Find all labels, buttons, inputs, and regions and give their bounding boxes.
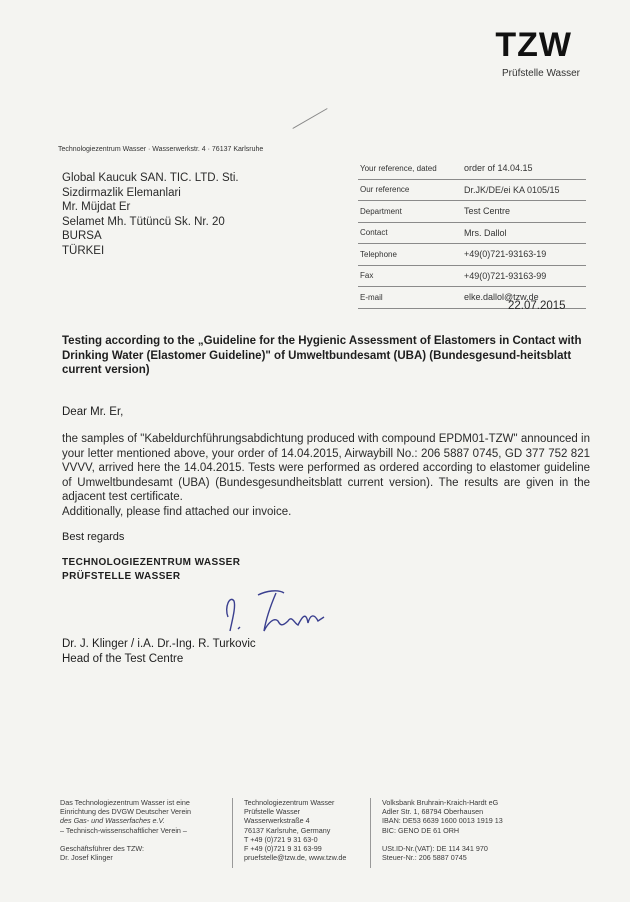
footer-line: pruefstelle@tzw.de, www.tzw.de	[244, 853, 347, 863]
body-paragraph: the samples of "Kabeldurchführungsabdichtung produced with compound EPDM01-TZW" announced in your letter mentioned above, your order of 14.04.2015, Airwaybill No.: 206 5887 0745, GD 377 752 821 VVVV, arrived here the 14.04.2015. Tests were performed as ordered according to elastomer guideline of Umweltbundesamt (UBA) (Bundesgesundheitsblatt current version). The results are given in the adjacent test certificate.	[62, 433, 590, 503]
reference-value: order of 14.04.15	[458, 158, 586, 179]
footer-line: Geschäftsführer des TZW:	[60, 843, 145, 853]
reference-row	[358, 201, 586, 223]
footer-line: Steuer-Nr.: 206 5887 0745	[382, 853, 467, 863]
reference-value: +49(0)721-93163-19	[458, 244, 586, 266]
footer-line: USt.ID-Nr.(VAT): DE 114 341 970	[382, 843, 488, 853]
handwritten-signature	[218, 587, 338, 637]
reference-row	[358, 244, 586, 266]
footer-line: Das Technologiezentrum Wasser ist eine	[60, 798, 190, 807]
reference-label: Telephone	[358, 244, 458, 266]
recipient-line: Mr. Müjdat Er	[62, 201, 131, 213]
recipient-line: TÜRKEI	[62, 244, 105, 257]
footer-line: Prüfstelle Wasser	[244, 807, 301, 817]
footer-line: T +49 (0)721 9 31 63-0	[244, 834, 318, 844]
footer-line: Dr. Josef Klinger	[60, 853, 113, 863]
scan-mark	[292, 108, 327, 129]
signer-name: Dr. J. Klinger / i.A. Dr.-Ing. R. Turkovic	[62, 638, 256, 650]
organisation-department: PRÜFSTELLE WASSER	[62, 571, 181, 582]
footer-line	[382, 835, 503, 844]
footer-column-association	[60, 798, 191, 862]
reference-value: Mrs. Dallol	[458, 222, 586, 244]
footer-line: 76137 Karlsruhe, Germany	[244, 825, 331, 835]
footer-column-bank	[382, 798, 503, 862]
logo-subtitle: Prüfstelle Wasser	[502, 68, 580, 79]
recipient-line: Sizdirmazlik Elemanlari	[62, 186, 181, 199]
footer-line: Wasserwerkstraße 4	[244, 816, 310, 826]
body-paragraph: Additionally, please find attached our invoice.	[62, 505, 292, 518]
reference-row	[358, 222, 586, 244]
recipient-address	[62, 171, 239, 258]
reference-row	[358, 158, 586, 179]
reference-value: Dr.JK/DE/ei KA 0105/15	[458, 179, 586, 201]
footer-line: Adler Str. 1, 68794 Oberhausen	[382, 807, 484, 817]
footer-line: BIC: GENO DE 61 ORH	[382, 825, 460, 835]
recipient-line: BURSA	[62, 230, 102, 242]
sender-line: Technologiezentrum Wasser · Wasserwerkstr. 4 · 76137 Karlsruhe	[58, 146, 264, 153]
reference-label: Contact	[358, 222, 458, 244]
footer-line: des Gas- und Wasserfaches e.V.	[60, 816, 165, 826]
footer-line: Technologiezentrum Wasser	[244, 798, 335, 807]
signer-title: Head of the Test Centre	[62, 652, 184, 665]
footer-line: Einrichtung des DVGW Deutscher Verein	[60, 807, 192, 817]
reference-value: +49(0)721-93163-99	[458, 265, 586, 287]
reference-label: Your reference, dated	[358, 158, 458, 179]
reference-row	[358, 179, 586, 201]
signer-block	[62, 637, 256, 666]
salutation: Dear Mr. Er,	[62, 406, 124, 418]
reference-value: Test Centre	[458, 201, 586, 223]
reference-table	[358, 158, 586, 309]
footer-divider	[232, 798, 233, 868]
letter-body	[62, 432, 590, 519]
footer-line: F +49 (0)721 9 31 63-99	[244, 844, 322, 854]
footer-column-address	[244, 798, 346, 862]
tzw-logo: TZW	[495, 26, 572, 64]
footer-line: – Technisch-wissenschaftlicher Verein –	[60, 825, 187, 835]
closing: Best regards	[62, 531, 125, 543]
recipient-line: Global Kaucuk SAN. TIC. LTD. Sti.	[62, 172, 239, 184]
reference-label: Our reference	[358, 179, 458, 201]
reference-label: Fax	[358, 265, 458, 287]
reference-label: E-mail	[358, 287, 458, 309]
letter-date: 22.07.2015	[508, 300, 566, 312]
reference-row	[358, 265, 586, 287]
footer-line	[60, 835, 191, 844]
footer-line: IBAN: DE53 6639 1600 0013 1919 13	[382, 816, 503, 826]
subject-line: Testing according to the „Guideline for the Hygienic Assessment of Elastomers in Contact with Drinking Water (Elastomer Guideline)" of Umweltbundesamt (UBA) (Bundesgesund-heitsblatt current version)	[62, 335, 582, 376]
recipient-line: Selamet Mh. Tütüncü Sk. Nr. 20	[62, 215, 225, 228]
reference-value: elke.dallol@tzw.de	[458, 287, 586, 309]
footer-divider	[370, 798, 371, 868]
reference-label: Department	[358, 201, 458, 223]
footer-line: Volksbank Bruhrain-Kraich-Hardt eG	[382, 798, 499, 807]
organisation-name: TECHNOLOGIEZENTRUM WASSER	[62, 557, 241, 568]
